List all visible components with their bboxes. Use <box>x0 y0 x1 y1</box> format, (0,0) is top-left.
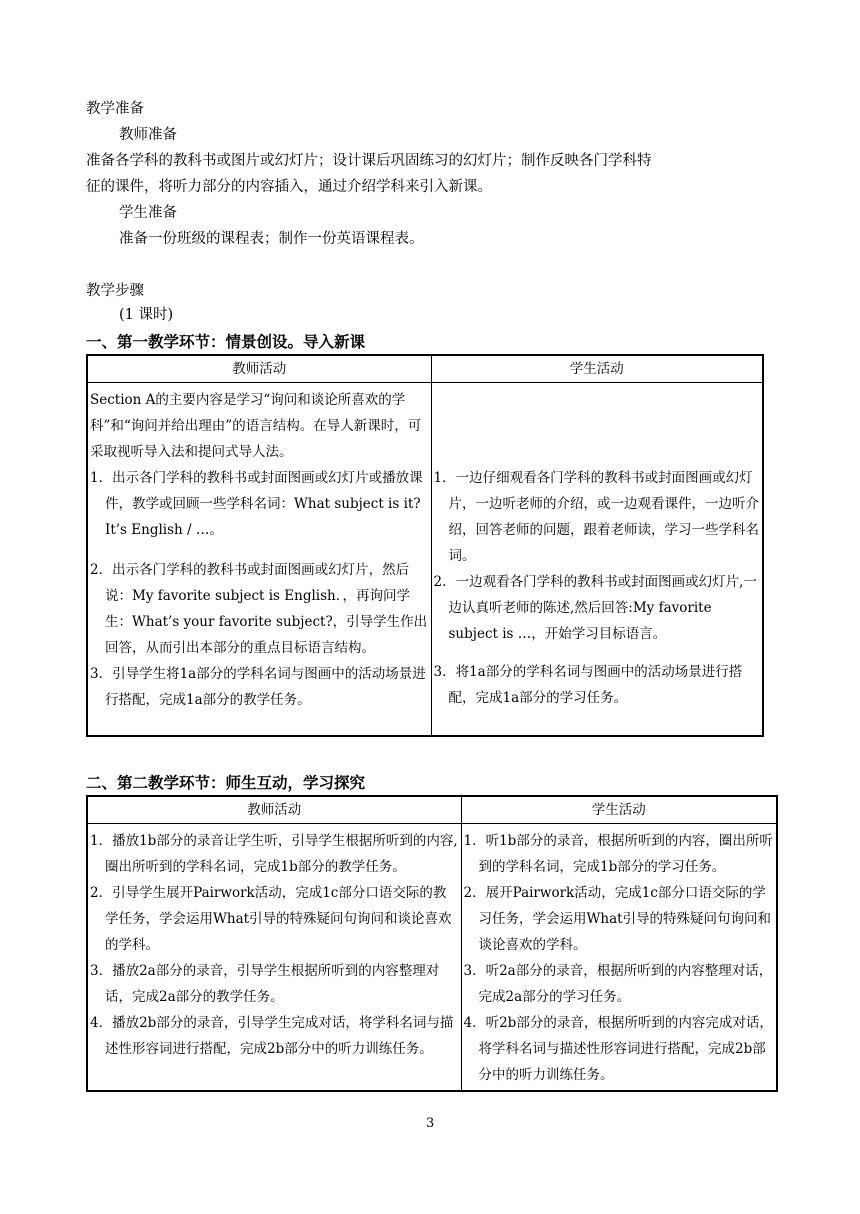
section-1-teacher-item-1: 1．出示各门学科的教科书或封面图画或幻灯片或播放课件，教学或回顾一些学科名词：What subject is it? It’s English / …。 <box>90 470 423 538</box>
section-2-student-item-1: 1．听1b部分的录音，根据所听到的内容，圈出所听到的学科名词，完成1b部分的学习任务。 <box>463 833 773 875</box>
section-1-teacher-cell <box>87 383 431 737</box>
section-1-student-item-1: 1．一边仔细观看各门学科的教科书或封面图画或幻灯片，一边听老师的介绍，或一边观看课件，一边听介绍，回答老师的问题，跟着老师读，学习一些学科名词。 <box>433 470 759 564</box>
teacher-prep-text-1: 准备各学科的教科书或图片或幻灯片；设计课后巩固练习的幻灯片；制作反映各门学科特 <box>86 153 652 169</box>
steps-title: 教学步骤 <box>86 283 144 299</box>
section-2-teacher-item-1: 1．播放1b部分的录音让学生听，引导学生根据所听到的内容,圈出所听到的学科名词，完成1b部分的教学任务。 <box>90 833 458 875</box>
section-2-teacher-cell <box>87 824 461 1092</box>
section-2-teacher-item-4: 4．播放2b部分的录音，引导学生完成对话，将学科名词与描述性形容词进行搭配，完成2b部分中的听力训练任务。 <box>90 1015 454 1057</box>
lesson-count: (1 课时) <box>119 307 174 323</box>
section-2-table <box>86 795 778 1092</box>
student-prep-text: 准备一份班级的课程表；制作一份英语课程表。 <box>119 231 424 247</box>
section-1-intro: Section A的主要内容是学习“询问和谈论所喜欢的学科”和“询问并给出理由”的语言结构。在导人新课时，可采取视听导入法和提问式导人法。 <box>90 392 422 460</box>
section-2-teacher-item-2: 2．引导学生展开Pairwork活动，完成1c部分口语交际的教学任务，学会运用What引导的特殊疑问句询问和谈论喜欢的学科。 <box>90 885 452 953</box>
section-1-table <box>86 354 764 737</box>
section-1-student-item-3: 3．将1a部分的学科名词与图画中的活动场景进行搭配，完成1a部分的学习任务。 <box>433 664 743 706</box>
student-prep-title: 学生准备 <box>119 205 177 221</box>
prep-title: 教学准备 <box>86 101 144 117</box>
section-2-col-teacher: 教师活动 <box>87 796 461 824</box>
section-2-student-item-3: 3．听2a部分的录音，根据所听到的内容整理对话，完成2a部分的学习任务。 <box>463 963 773 1005</box>
section-1-heading: 一、第一教学环节：情景创设。导入新课 <box>86 333 366 351</box>
section-2-heading: 二、第二教学环节：师生互动，学习探究 <box>86 774 366 792</box>
section-1-teacher-item-3: 3．引导学生将1a部分的学科名词与图画中的活动场景进行搭配，完成1a部分的教学任务。 <box>90 666 426 708</box>
section-2-col-student: 学生活动 <box>461 796 777 824</box>
section-2-student-cell <box>461 824 777 1092</box>
section-2-teacher-item-3: 3．播放2a部分的录音，引导学生根据所听到的内容整理对话，完成2a部分的教学任务。 <box>90 963 440 1005</box>
section-2-student-item-2: 2．展开Pairwork活动，完成1c部分口语交际的学习任务，学会运用What引导的特殊疑问句询问和谈论喜欢的学科。 <box>463 885 772 953</box>
teacher-prep-title: 教师准备 <box>119 127 177 143</box>
section-2-student-item-4: 4．听2b部分的录音，根据所听到的内容完成对话，将学科名词与描述性形容词进行搭配，完成2b部分中的听力训练任务。 <box>463 1015 773 1083</box>
section-1-col-teacher: 教师活动 <box>87 355 431 383</box>
section-1-col-student: 学生活动 <box>431 355 763 383</box>
teacher-prep-text-2: 征的课件，将听力部分的内容插入，通过介绍学科来引入新课。 <box>86 179 492 195</box>
section-1-student-cell <box>431 383 763 737</box>
section-1-student-item-2: 2．一边观看各门学科的教科书或封面图画或幻灯片,一边认真听老师的陈述,然后回答:My favorite subject is …，开始学习目标语言。 <box>433 574 757 642</box>
section-1-teacher-item-2: 2．出示各门学科的教科书或封面图画或幻灯片，然后说：My favorite subject is English．，再询问学生：What’s your favorite subject?，引导学生作出回答，从而引出本部分的重点目标语言结构。 <box>90 562 428 656</box>
page-number: 3 <box>426 1116 435 1131</box>
